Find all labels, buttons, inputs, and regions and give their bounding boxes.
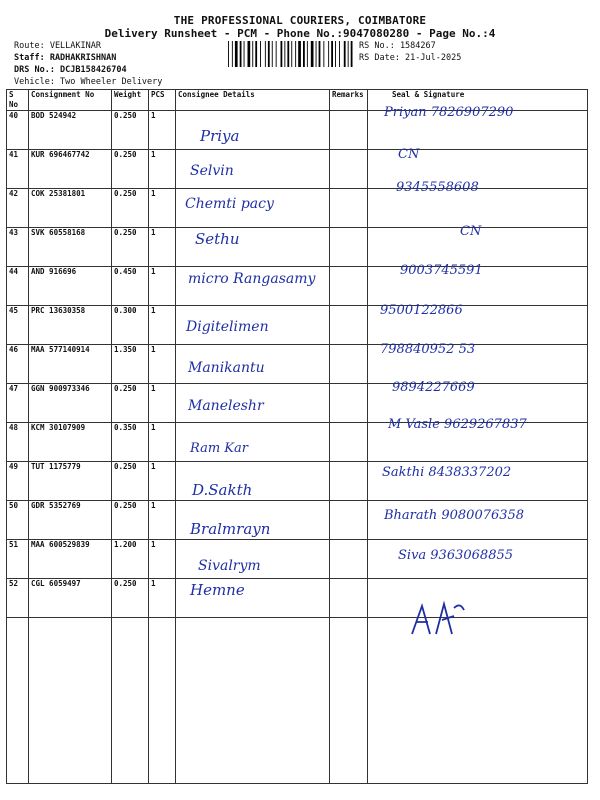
barcode-bar — [255, 41, 257, 67]
consignee-handwriting: Sethu — [195, 229, 240, 248]
remarks-cell — [330, 110, 368, 149]
remarks-cell — [330, 266, 368, 305]
barcode-bar — [284, 41, 285, 67]
remarks-cell — [330, 305, 368, 344]
barcode-bar — [303, 41, 305, 67]
sno-cell: 50 — [7, 500, 29, 539]
table-row — [7, 188, 588, 227]
consignment-cell: TUT 1175779 — [29, 461, 112, 500]
sno-cell: 44 — [7, 266, 29, 305]
barcode-bar — [331, 41, 333, 67]
pcs-cell: 1 — [149, 188, 176, 227]
remarks-cell — [330, 461, 368, 500]
consignment-cell: KCM 30107909 — [29, 422, 112, 461]
consignee-handwriting: Ram Kar — [190, 441, 248, 456]
table-row — [7, 227, 588, 266]
consignee-handwriting: Selvin — [190, 162, 234, 179]
weight-cell: 0.250 — [112, 461, 149, 500]
consignee-handwriting: Priya — [200, 127, 240, 145]
barcode-bar — [339, 41, 340, 67]
pcs-cell: 1 — [149, 305, 176, 344]
consignee-handwriting: D.Sakth — [192, 480, 253, 499]
barcode-bar — [316, 41, 317, 67]
weight-cell: 0.250 — [112, 227, 149, 266]
weight-cell: 0.450 — [112, 266, 149, 305]
drs-label: DRS No.: DCJB158426704 — [14, 65, 127, 75]
weight-cell: 0.250 — [112, 110, 149, 149]
barcode-bar — [252, 41, 253, 67]
weight-cell: 0.250 — [112, 578, 149, 617]
pcs-cell: 1 — [149, 266, 176, 305]
pcs-cell: 1 — [149, 344, 176, 383]
consignment-cell: KUR 696467742 — [29, 149, 112, 188]
remarks-cell — [330, 383, 368, 422]
barcode-bar — [351, 41, 353, 67]
weight-cell: 1.350 — [112, 344, 149, 383]
company-title: THE PROFESSIONAL COURIERS, COIMBATORE — [173, 14, 427, 27]
weight-cell: 0.300 — [112, 305, 149, 344]
barcode-bar — [319, 41, 321, 67]
consignee-handwriting: Digitelimen — [186, 318, 269, 335]
consignment-cell: SVK 60558168 — [29, 227, 112, 266]
remarks-cell — [330, 227, 368, 266]
barcode-bar — [272, 41, 273, 67]
runsheet-subtitle: Delivery Runsheet - PCM - Phone No.:9047080280 - Page No.:4 — [104, 27, 496, 40]
pcs-cell: 1 — [149, 110, 176, 149]
col-remarks: Remarks — [330, 90, 368, 111]
remarks-cell — [330, 500, 368, 539]
barcode-bar — [260, 41, 261, 67]
table-row — [7, 149, 588, 188]
barcode-bar — [307, 41, 308, 67]
col-seal: Seal & Signature — [368, 90, 588, 111]
remarks-cell — [330, 539, 368, 578]
seal-signature-handwriting: CN — [460, 223, 482, 239]
barcode-bar — [248, 41, 251, 67]
empty-cell — [176, 617, 330, 783]
consignee-handwriting: micro Rangasamy — [188, 271, 316, 287]
empty-cell — [112, 617, 149, 783]
sno-cell: 42 — [7, 188, 29, 227]
pcs-cell: 1 — [149, 383, 176, 422]
barcode-bar — [298, 41, 301, 67]
route-label: Route: VELLAKINAR — [14, 41, 101, 51]
consignment-cell: BOD 524942 — [29, 110, 112, 149]
table-row — [7, 305, 588, 344]
barcode-bar — [235, 41, 238, 67]
seal-signature-handwriting: 9003745591 — [400, 263, 483, 278]
barcode — [228, 41, 355, 67]
pcs-cell: 1 — [149, 422, 176, 461]
seal-signature-handwriting: M Vasle 9629267837 — [388, 417, 527, 432]
sno-cell: 48 — [7, 422, 29, 461]
rs-number: RS No.: 1584267 — [359, 41, 436, 51]
col-pcs: PCS — [149, 90, 176, 111]
barcode-bar — [323, 41, 324, 67]
consignee-handwriting: Sivalrym — [198, 557, 261, 574]
weight-cell: 1.200 — [112, 539, 149, 578]
barcode-bar — [240, 41, 242, 67]
seal-signature-handwriting: Siva 9363068855 — [398, 547, 514, 563]
remarks-cell — [330, 578, 368, 617]
col-sno: S No — [7, 90, 29, 111]
staff-label: Staff: RADHAKRISHNAN — [14, 53, 117, 63]
consignment-cell: COK 25381801 — [29, 188, 112, 227]
barcode-bar — [328, 41, 329, 67]
barcode-bar — [276, 41, 277, 67]
barcode-bar — [287, 41, 289, 67]
col-consignment: Consignment No — [29, 90, 112, 111]
consignee-handwriting: Chemti pacy — [185, 196, 274, 212]
consignee-handwriting: Manikantu — [188, 360, 265, 376]
weight-cell: 0.250 — [112, 383, 149, 422]
pcs-cell: 1 — [149, 227, 176, 266]
pcs-cell: 1 — [149, 500, 176, 539]
pcs-cell: 1 — [149, 578, 176, 617]
table-row — [7, 578, 588, 617]
remarks-cell — [330, 149, 368, 188]
weight-cell: 0.250 — [112, 188, 149, 227]
sno-cell: 41 — [7, 149, 29, 188]
consignment-cell: PRC 13630358 — [29, 305, 112, 344]
pcs-cell: 1 — [149, 461, 176, 500]
pcs-cell: 1 — [149, 539, 176, 578]
sno-cell: 52 — [7, 578, 29, 617]
remarks-cell — [330, 422, 368, 461]
seal-signature-handwriting: Priyan 7826907290 — [384, 105, 514, 120]
barcode-bar — [268, 41, 270, 67]
barcode-bar — [281, 41, 283, 67]
sno-cell: 47 — [7, 383, 29, 422]
seal-signature-handwriting: 9894227669 — [392, 379, 475, 395]
barcode-bar — [348, 41, 349, 67]
consignee-handwriting: Hemne — [190, 581, 245, 599]
empty-cell — [149, 617, 176, 783]
barcode-bar — [232, 41, 233, 67]
empty-cell — [368, 617, 588, 783]
empty-row — [7, 617, 588, 783]
col-consignee: Consignee Details — [176, 90, 330, 111]
remarks-cell — [330, 344, 368, 383]
barcode-bar — [291, 41, 292, 67]
signature-scribble — [408, 600, 468, 640]
weight-cell: 0.350 — [112, 422, 149, 461]
barcode-bar — [228, 41, 229, 67]
seal-signature-handwriting: CN — [398, 146, 420, 162]
sno-cell: 46 — [7, 344, 29, 383]
remarks-cell — [330, 188, 368, 227]
rs-date: RS Date: 21-Jul-2025 — [359, 53, 462, 63]
seal-signature-handwriting: 798840952 53 — [380, 342, 476, 357]
consignment-cell: GGN 900973346 — [29, 383, 112, 422]
consignee-handwriting: Bralmrayn — [190, 520, 271, 538]
barcode-bar — [295, 41, 296, 67]
seal-cell — [368, 578, 588, 617]
sno-cell: 45 — [7, 305, 29, 344]
empty-cell — [7, 617, 29, 783]
consignment-cell: AND 916696 — [29, 266, 112, 305]
table-row — [7, 344, 588, 383]
consignee-handwriting: Maneleshr — [188, 397, 264, 414]
sno-cell: 43 — [7, 227, 29, 266]
sno-cell: 40 — [7, 110, 29, 149]
sno-cell: 49 — [7, 461, 29, 500]
seal-signature-handwriting: Sakthi 8438337202 — [382, 464, 512, 480]
consignment-cell: GDR 5352769 — [29, 500, 112, 539]
barcode-bar — [265, 41, 266, 67]
consignment-cell: MAA 600529839 — [29, 539, 112, 578]
consignee-cell — [176, 110, 330, 149]
runsheet-table — [6, 89, 588, 784]
sno-cell: 51 — [7, 539, 29, 578]
seal-signature-handwriting: 9500122866 — [380, 302, 463, 318]
weight-cell: 0.250 — [112, 149, 149, 188]
consignment-cell: MAA 577140914 — [29, 344, 112, 383]
seal-signature-handwriting: Bharath 9080076358 — [384, 508, 525, 523]
consignment-cell: CGL 6059497 — [29, 578, 112, 617]
seal-signature-handwriting: 9345558608 — [396, 180, 479, 195]
pcs-cell: 1 — [149, 149, 176, 188]
barcode-bar — [344, 41, 346, 67]
barcode-bar — [311, 41, 314, 67]
barcode-bar — [244, 41, 245, 67]
empty-cell — [330, 617, 368, 783]
weight-cell: 0.250 — [112, 500, 149, 539]
col-weight: Weight — [112, 90, 149, 111]
barcode-bar — [335, 41, 336, 67]
empty-cell — [29, 617, 112, 783]
vehicle-label: Vehicle: Two Wheeler Delivery — [14, 77, 163, 87]
